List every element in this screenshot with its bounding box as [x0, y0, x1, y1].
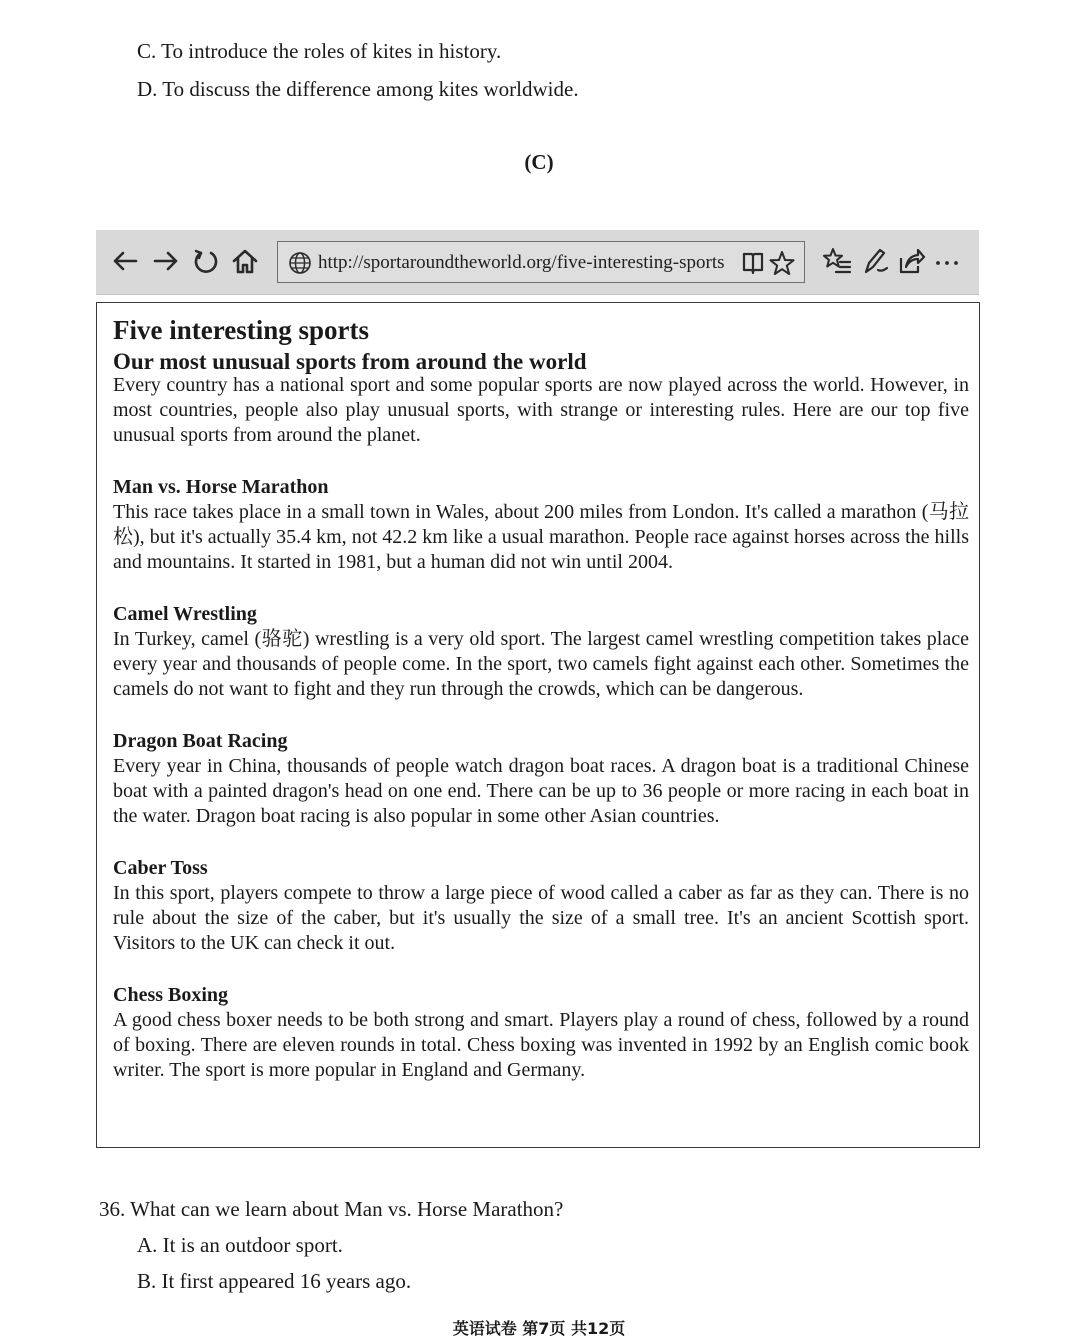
- url-text[interactable]: http://sportaroundtheworld.org/five-interesting-sports: [318, 252, 725, 273]
- sport-heading: Camel Wrestling: [113, 603, 257, 625]
- reading-view-icon[interactable]: [740, 250, 766, 276]
- article-title: Five interesting sports: [113, 315, 369, 345]
- globe-icon: [288, 251, 312, 275]
- article-panel: [96, 302, 980, 1148]
- pen-icon[interactable]: [860, 246, 890, 276]
- page-footer: 英语试卷 第7页 共12页: [452, 1319, 626, 1338]
- sport-text: In Turkey, camel (骆驼) wrestling is a very old sport. The largest camel wrestling competition takes place every year and thousands of people come. In the sport, two camels fight against each other. Sometimes the camels do not want to fight and they run through the crowds, which can be dangerous.: [113, 628, 969, 700]
- sport-text: This race takes place in a small town in Wales, about 200 miles from London. It's called a marathon (马拉松), but it's actually 35.4 km, not 42.2 km like a usual marathon. People race against horses across the hills and mountains. It started in 1981, but a human did not win until 2004.: [113, 501, 969, 573]
- favorites-list-icon[interactable]: [822, 246, 852, 276]
- sport-text: In this sport, players compete to throw a large piece of wood called a caber as far as they can. There is no rule about the size of the caber, but it's usually the size of a small tree. It's an ancient Scottish sport. Visitors to the UK can check it out.: [113, 882, 969, 954]
- sport-heading: Caber Toss: [113, 857, 208, 879]
- address-bar[interactable]: [277, 241, 805, 283]
- browser-toolbar: [96, 230, 979, 295]
- sport-text: A good chess boxer needs to be both strong and smart. Players play a round of chess, followed by a round of boxing. There are eleven rounds in total. Chess boxing was invented in 1992 by an English comic book writer. The sport is more popular in England and Germany.: [113, 1009, 969, 1081]
- more-icon[interactable]: [932, 246, 962, 276]
- question-36: 36. What can we learn about Man vs. Horse Marathon?: [99, 1197, 564, 1221]
- sport-heading: Dragon Boat Racing: [113, 730, 288, 752]
- refresh-icon[interactable]: [191, 246, 221, 276]
- option-d-prev: D. To discuss the difference among kites worldwide.: [137, 77, 579, 101]
- article-subtitle: Our most unusual sports from around the world: [113, 349, 587, 374]
- share-icon[interactable]: [896, 246, 926, 276]
- favorite-star-icon[interactable]: [768, 249, 796, 277]
- question-36-option-a: A. It is an outdoor sport.: [137, 1233, 343, 1257]
- sport-heading: Man vs. Horse Marathon: [113, 476, 329, 498]
- question-36-option-b: B. It first appeared 16 years ago.: [137, 1269, 412, 1293]
- article-intro: Every country has a national sport and some popular sports are now played across the world. However, in most countries, people also play unusual sports, with strange or interesting rules. Here are our top five unusual sports from around the planet.: [113, 374, 969, 446]
- sport-heading: Chess Boxing: [113, 984, 229, 1006]
- forward-arrow-icon[interactable]: [151, 246, 181, 276]
- sport-text: Every year in China, thousands of people watch dragon boat races. A dragon boat is a traditional Chinese boat with a painted dragon's head on one end. There can be up to 36 people or more racing in each boat in the water. Dragon boat racing is also popular in some other Asian countries.: [113, 755, 969, 827]
- home-icon[interactable]: [230, 246, 260, 276]
- option-c-prev: C. To introduce the roles of kites in history.: [137, 39, 502, 63]
- back-arrow-icon[interactable]: [110, 246, 140, 276]
- section-label: (C): [524, 150, 554, 174]
